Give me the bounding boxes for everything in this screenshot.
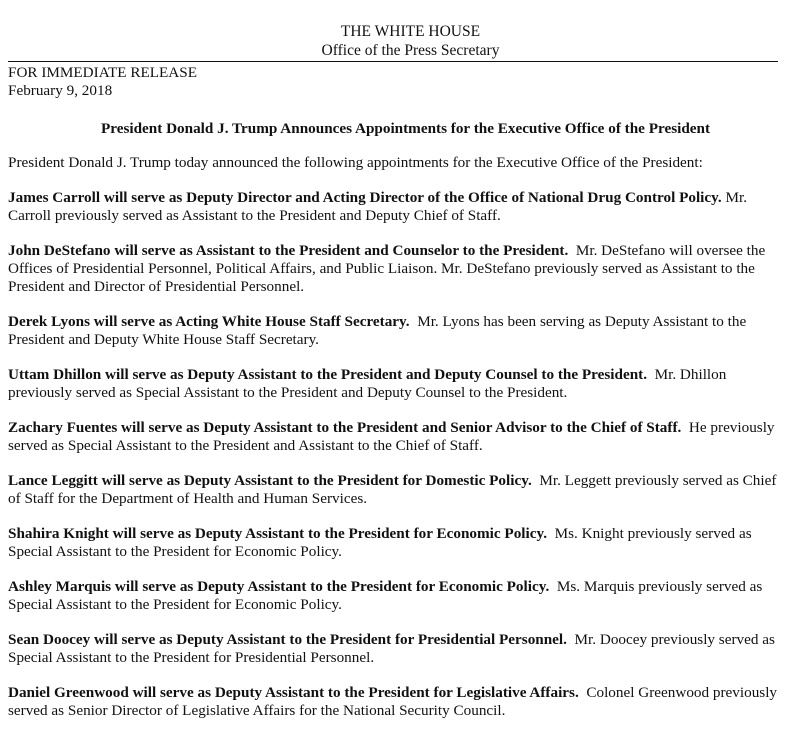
- appointment-lead: Uttam Dhillon will serve as Deputy Assistant to the President and Deputy Counsel to the President.: [8, 366, 648, 383]
- appointment-detail: He previously served as Special Assistant to the President and Assistant to the Chief of Staff.: [8, 419, 775, 454]
- appointment-detail: Mr. Lyons has been serving as Deputy Assistant to the President and Deputy White House Staff Secretary.: [8, 313, 747, 348]
- appointment-detail: Mr. Carroll previously served as Assistant to the President and Deputy Chief of Staff.: [8, 189, 748, 224]
- release-label: FOR IMMEDIATE RELEASE: [8, 64, 197, 81]
- document-title: President Donald J. Trump Announces Appointments for the Executive Office of the President: [100, 120, 711, 137]
- appointment-paragraph: [8, 525, 778, 561]
- appointment-lead: Ashley Marquis will serve as Deputy Assistant to the President for Economic Policy.: [8, 578, 550, 595]
- appointment-lead: Lance Leggitt will serve as Deputy Assistant to the President for Domestic Policy.: [8, 472, 532, 489]
- appointment-lead: James Carroll will serve as Deputy Director and Acting Director of the Office of National Drug Control Policy.: [8, 189, 722, 206]
- appointment-detail: Ms. Knight previously served as Special Assistant to the President for Economic Policy.: [8, 525, 752, 560]
- appointment-lead: Shahira Knight will serve as Deputy Assistant to the President for Economic Policy.: [8, 525, 548, 542]
- office-name: Office of the Press Secretary: [321, 42, 500, 59]
- appointment-detail: Colonel Greenwood previously served as Senior Director of Legislative Affairs for the National Security Council.: [8, 684, 778, 719]
- appointment-paragraph: [8, 366, 778, 402]
- release-block: [8, 64, 783, 100]
- appointment-lead: Sean Doocey will serve as Deputy Assistant to the President for Presidential Personnel.: [8, 631, 567, 648]
- intro-paragraph: President Donald J. Trump today announced the following appointments for the Executive Office of the President:: [8, 154, 703, 171]
- appointment-paragraph: [8, 472, 778, 508]
- appointment-detail: Mr. Leggett previously served as Chief of Staff for the Department of Health and Human Services.: [8, 472, 777, 507]
- appointment-lead: John DeStefano will serve as Assistant to the President and Counselor to the President.: [8, 242, 569, 259]
- appointment-paragraph: [8, 313, 778, 349]
- appointment-detail: Ms. Marquis previously served as Special Assistant to the President for Economic Policy.: [8, 578, 763, 613]
- release-date: February 9, 2018: [8, 82, 113, 99]
- appointment-lead: Derek Lyons will serve as Acting White House Staff Secretary.: [8, 313, 410, 330]
- appointment-paragraph: [8, 189, 778, 225]
- appointment-detail: Mr. DeStefano will oversee the Offices of Presidential Personnel, Political Affairs, and Public Liaison. Mr. DeStefano previously served as Assistant to the President and Director of Presidential Personnel.: [8, 242, 766, 295]
- letterhead: [8, 22, 783, 60]
- header-divider: [8, 61, 778, 62]
- appointment-paragraph: [8, 631, 778, 667]
- appointment-paragraph: [8, 684, 778, 720]
- appointment-paragraph: [8, 419, 778, 455]
- organization-name: THE WHITE HOUSE: [340, 23, 481, 40]
- appointment-lead: Zachary Fuentes will serve as Deputy Assistant to the President and Senior Advisor to the Chief of Staff.: [8, 419, 682, 436]
- appointment-detail: Mr. Doocey previously served as Special Assistant to the President for Presidential Personnel.: [8, 631, 775, 666]
- appointment-paragraph: [8, 578, 778, 614]
- appointment-lead: Daniel Greenwood will serve as Deputy Assistant to the President for Legislative Affairs.: [8, 684, 579, 701]
- appointment-detail: Mr. Dhillon previously served as Special Assistant to the President and Deputy Counsel to the President.: [8, 366, 727, 401]
- appointment-paragraph: [8, 242, 778, 296]
